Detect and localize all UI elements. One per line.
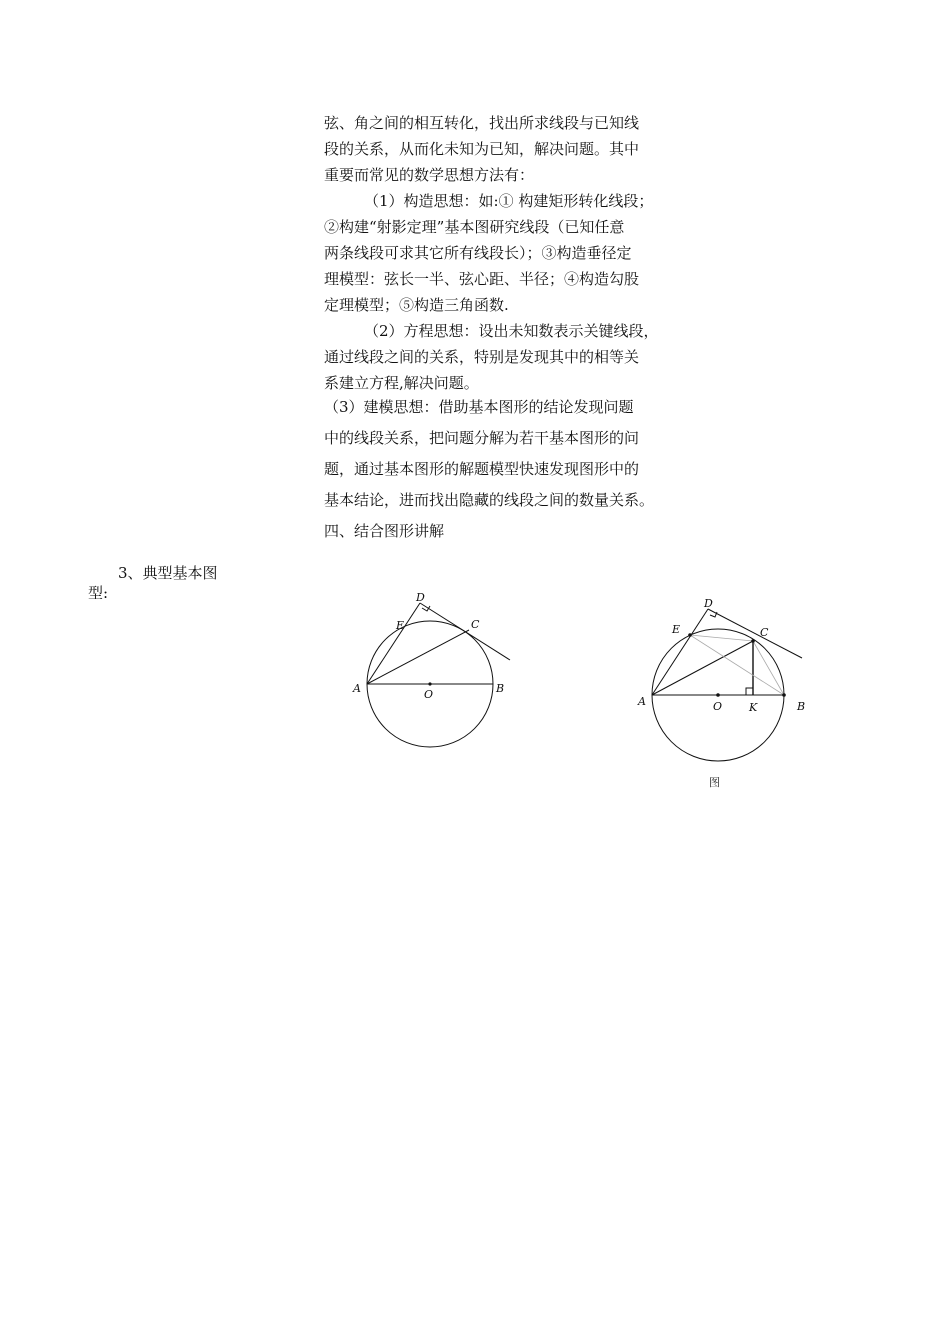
fig1-line-ad [367, 603, 420, 684]
fig1-label-d: D [416, 591, 425, 604]
side-label [88, 563, 238, 603]
fig2-chord-cb [753, 641, 784, 695]
method2-line-1: （2）方程思想：设出未知数表示关键线段， [364, 322, 659, 340]
method2-line-3: 系建立方程,解决问题。 [324, 374, 479, 392]
para1-line-1: 弦、角之间的相互转化，找出所求线段与已知线 [324, 114, 640, 132]
fig2-line-ac [652, 641, 753, 695]
fig2-tangent-line [708, 609, 802, 658]
fig1-label-e: E [396, 619, 405, 632]
method1-line-2: ②构建“射影定理”基本图研究线段（已知任意 [324, 218, 625, 236]
side-label-line-1: 3、典型基本图 [118, 564, 218, 582]
text-block-upper [324, 110, 696, 396]
fig1-label-a: A [353, 682, 361, 695]
fig1-label-o: O [424, 688, 434, 701]
method3-line-2: 中的线段关系，把问题分解为若干基本图形的问 [324, 429, 640, 447]
section-heading: 四、结合图形讲解 [324, 522, 445, 540]
fig1-label-b: B [496, 682, 505, 695]
fig2-label-d: D [704, 597, 713, 610]
figure-2-caption: 图 [709, 776, 720, 789]
fig2-label-o: O [713, 700, 723, 713]
side-label-line-2: 型: [88, 584, 109, 602]
fig2-point-b [782, 693, 786, 697]
method1-line-4: 理模型：弦长一半、弦心距、半径；④构造勾股 [324, 270, 640, 288]
method1-line-1: （1）构造思想：如:① 构建矩形转化线段； [364, 192, 654, 210]
method3-line-1: （3）建模思想：借助基本图形的结论发现问题 [324, 398, 634, 416]
fig2-right-angle-k [746, 688, 753, 695]
fig2-chord-ec [690, 635, 753, 641]
figure-2-circle-diagram [630, 592, 806, 760]
fig2-point-e [688, 633, 692, 637]
text-block-lower [324, 392, 696, 547]
fig2-line-ad [652, 609, 708, 695]
para1-line-2: 段的关系，从而化未知为已知，解决问题。其中 [324, 140, 640, 158]
para1-line-3: 重要而常见的数学思想方法有： [324, 166, 535, 184]
method1-line-3: 两条线段可求其它所有线段长）；③构造垂径定 [324, 244, 632, 262]
fig2-label-e: E [672, 623, 681, 636]
fig1-line-ac [367, 630, 469, 684]
fig2-chord-eb [690, 635, 784, 695]
fig2-point-c [751, 639, 755, 643]
method2-line-2: 通过线段之间的关系，特别是发现其中的相等关 [324, 348, 640, 366]
fig1-label-c: C [471, 618, 480, 631]
fig1-tangent-line [420, 603, 510, 660]
fig2-label-a: A [638, 695, 646, 708]
fig2-center-dot [716, 693, 720, 697]
fig2-label-b: B [797, 700, 806, 713]
fig1-center-dot [428, 682, 431, 685]
fig2-label-k: K [749, 701, 758, 714]
method3-line-3: 题，通过基本图形的解题模型快速发现图形中的 [324, 460, 640, 478]
method3-line-4: 基本结论，进而找出隐藏的线段之间的数量关系。 [324, 491, 655, 509]
figure-1-circle-diagram [340, 585, 530, 755]
method1-line-5: 定理模型；⑤构造三角函数. [324, 296, 509, 314]
fig2-label-c: C [760, 626, 769, 639]
